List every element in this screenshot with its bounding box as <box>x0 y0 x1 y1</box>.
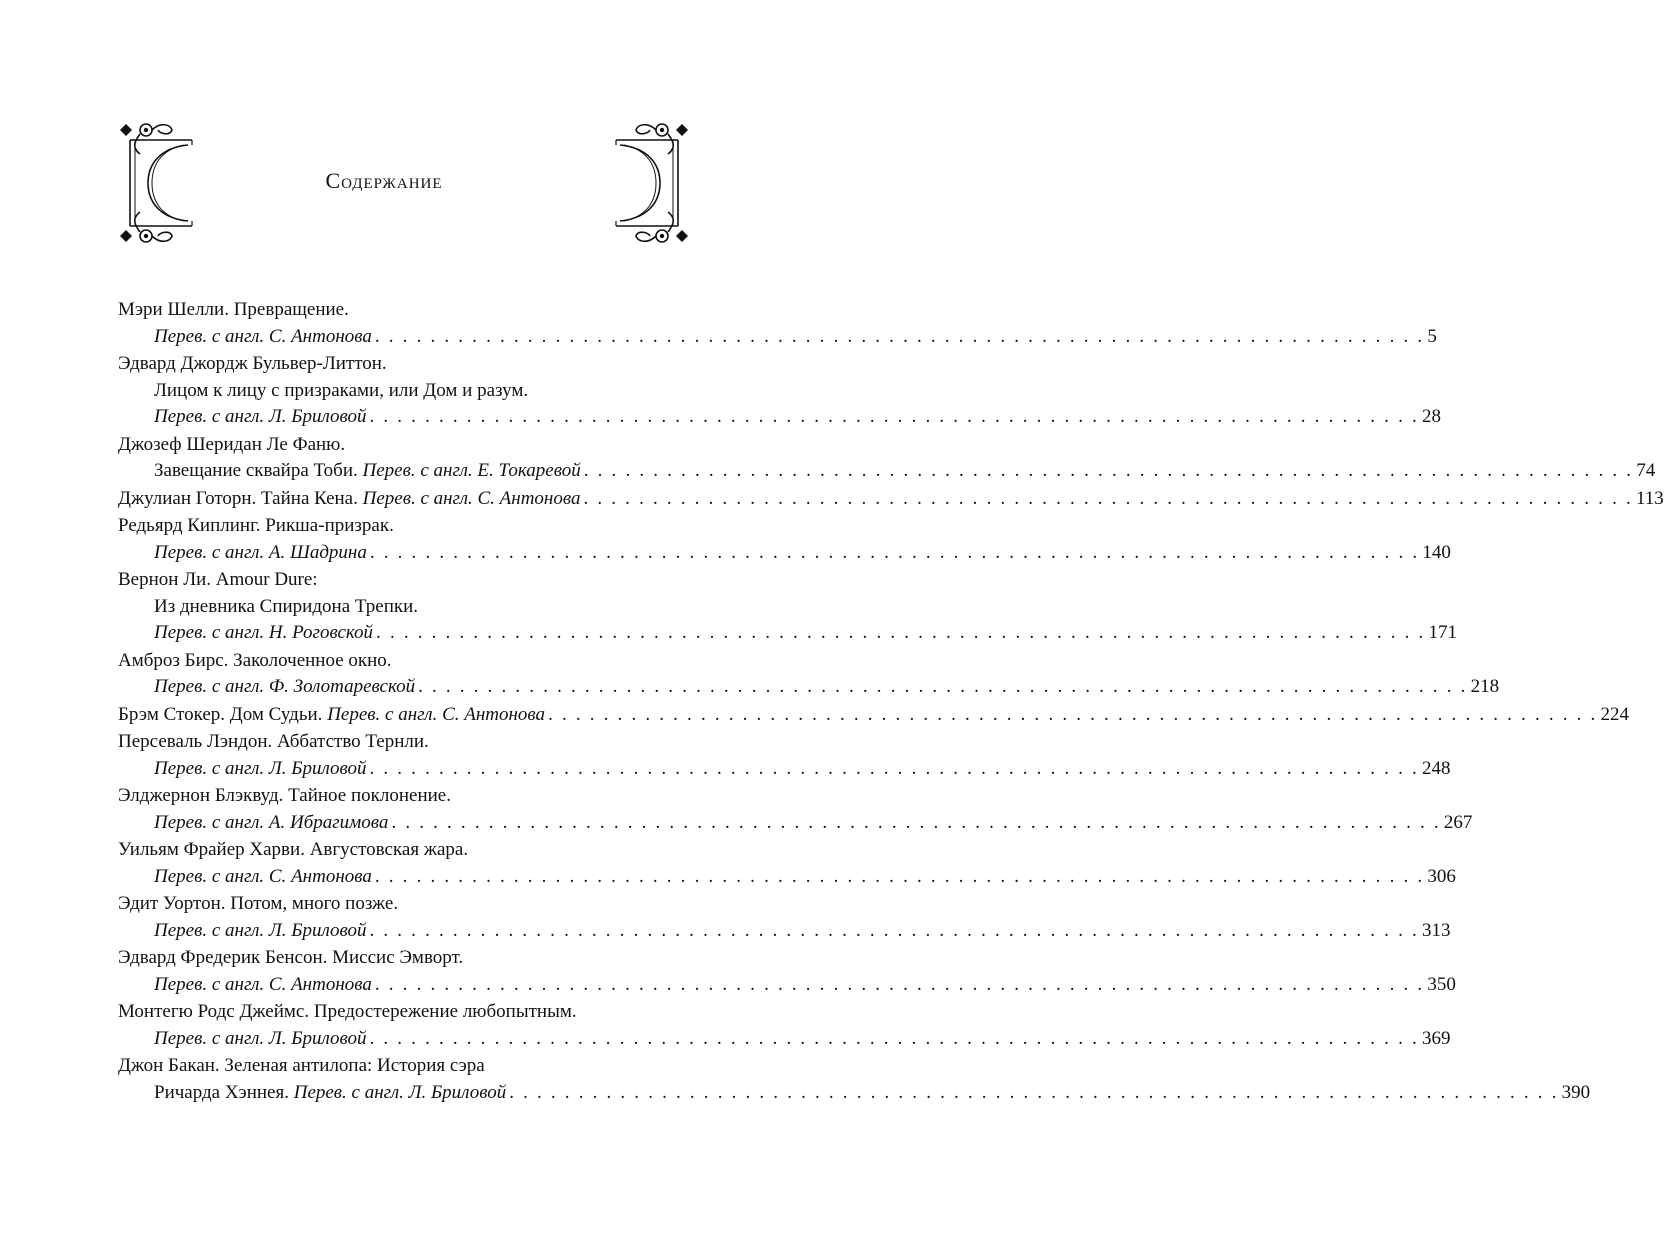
toc-entry-page-line <box>118 620 1457 647</box>
toc-entry-page-line <box>118 674 1500 701</box>
toc-entry-translator: Перев. с англ. А. Ибрагимова <box>154 811 389 833</box>
toc-entry-page-number: 369 <box>1421 1027 1451 1049</box>
page-title: Содержание <box>325 168 443 193</box>
toc-entry-text <box>154 1026 366 1053</box>
toc-entry-page-number: 248 <box>1421 757 1451 779</box>
toc-entry-page-number: 140 <box>1422 541 1451 563</box>
toc-entry-line: Редьярд Киплинг. Рикша-призрак. <box>118 515 394 536</box>
toc-entry-line: Эдит Уортон. Потом, много позже. <box>118 893 399 914</box>
toc-entry <box>118 702 1630 729</box>
toc-entry-page-number: 313 <box>1421 919 1451 941</box>
toc-entry-line: Амброз Бирс. Заколоченное окно. <box>118 649 392 671</box>
toc-entry-translator: Перев. с англ. Ф. Золотаревской <box>154 676 416 697</box>
toc-entry-text <box>154 864 372 891</box>
toc-entry-translator: Перев. с англ. Л. Бриловой <box>293 1081 507 1103</box>
toc-entry-page-number: 171 <box>1428 622 1457 643</box>
leader-dots: . . . . . . . . . . . . . . . . . . . . . . . . . . . . . . . . . . . . . . . . . . . . . . . . . . . . . . . . . . . . . . . . . . . . . . . . . . . . <box>583 460 1634 481</box>
toc-entry-page-line <box>118 702 1630 729</box>
toc-entry-line: Из дневника Спиридона Трепки. <box>154 595 419 617</box>
leader-dots: . . . . . . . . . . . . . . . . . . . . . . . . . . . . . . . . . . . . . . . . . . . . . . . . . . . . . . . . . . . . . . . . . . . . . . . . . . . . <box>418 676 1468 697</box>
toc-entry-text <box>154 810 388 837</box>
toc-entry-page-line <box>118 864 1456 891</box>
toc-entry-translator: Перев. с англ. С. Антонова <box>154 325 372 347</box>
toc-entry-page-number: 113 <box>1635 487 1664 509</box>
leader-dots: . . . . . . . . . . . . . . . . . . . . . . . . . . . . . . . . . . . . . . . . . . . . . . . . . . . . . . . . . . . . . . . . . . . . . . . . . . . . <box>583 487 1633 509</box>
toc-entry-text <box>154 918 366 945</box>
toc-entry <box>118 1053 1591 1106</box>
toc-entry <box>118 513 1451 566</box>
toc-entry-translator: Перев. с англ. С. Антонова <box>154 865 372 887</box>
toc-entry-page-line <box>118 404 1441 431</box>
leader-dots: . . . . . . . . . . . . . . . . . . . . . . . . . . . . . . . . . . . . . . . . . . . . . . . . . . . . . . . . . . . . . . . . . . . . . . . . . . . . <box>369 1027 1419 1049</box>
toc-entry-text <box>154 324 372 351</box>
leader-dots: . . . . . . . . . . . . . . . . . . . . . . . . . . . . . . . . . . . . . . . . . . . . . . . . . . . . . . . . . . . . . . . . . . . . . . . . . . . . <box>369 757 1419 779</box>
toc-entry-page-number: 74 <box>1636 460 1656 481</box>
toc-entry-text <box>154 540 367 567</box>
toc-entry-translator: Перев. с англ. С. Антонова <box>154 973 372 995</box>
toc-entry-page-line <box>118 486 1664 513</box>
toc-entry-line: Джон Бакан. Зеленая антилопа: История сэра <box>118 1055 485 1076</box>
toc-entry <box>118 567 1457 647</box>
toc-entry-page-number: 306 <box>1427 865 1456 887</box>
toc-entry-page-number: 218 <box>1470 676 1500 697</box>
toc-entry <box>118 945 1456 998</box>
toc-entry-translator: Перев. с англ. Л. Бриловой <box>154 919 367 941</box>
toc-entry-page-number: 224 <box>1600 703 1630 725</box>
toc-entry <box>118 486 1664 513</box>
toc-entry-text <box>154 620 373 647</box>
toc-entry-page-line <box>118 756 1451 783</box>
toc-entry-text <box>154 404 366 431</box>
toc-entry-line: Персеваль Лэндон. Аббатство Тернли. <box>118 731 429 752</box>
leader-dots: . . . . . . . . . . . . . . . . . . . . . . . . . . . . . . . . . . . . . . . . . . . . . . . . . . . . . . . . . . . . . . . . . . . . . . . . . . . . <box>369 541 1420 563</box>
toc-entry <box>118 648 1500 701</box>
toc-entry-line: Эдвард Фредерик Бенсон. Миссис Эмворт. <box>118 947 464 968</box>
toc-entry-page-line <box>118 324 1437 351</box>
toc-entry <box>118 297 1437 350</box>
toc-entry-text <box>154 458 581 485</box>
toc-entry <box>118 351 1441 431</box>
toc-entry-page-line <box>118 918 1451 945</box>
toc-entry <box>118 999 1451 1052</box>
toc-entry-page-line <box>118 540 1451 567</box>
toc-entry-title: Брэм Стокер. Дом Судьи. <box>118 703 328 725</box>
leader-dots: . . . . . . . . . . . . . . . . . . . . . . . . . . . . . . . . . . . . . . . . . . . . . . . . . . . . . . . . . . . . . . . . . . . . . . . . . . . . <box>509 1081 1559 1103</box>
toc-entry-page-number: 5 <box>1427 325 1437 347</box>
toc-entry-line: Уильям Фрайер Харви. Августовская жара. <box>118 839 469 860</box>
leader-dots: . . . . . . . . . . . . . . . . . . . . . . . . . . . . . . . . . . . . . . . . . . . . . . . . . . . . . . . . . . . . . . . . . . . . . . . . . . . . <box>376 622 1426 643</box>
toc-entry-line: Монтегю Родс Джеймс. Предостережение любопытным. <box>118 1001 577 1022</box>
leader-dots: . . . . . . . . . . . . . . . . . . . . . . . . . . . . . . . . . . . . . . . . . . . . . . . . . . . . . . . . . . . . . . . . . . . . . . . . . . . . <box>548 703 1598 725</box>
leader-dots: . . . . . . . . . . . . . . . . . . . . . . . . . . . . . . . . . . . . . . . . . . . . . . . . . . . . . . . . . . . . . . . . . . . . . . . . . . . . <box>374 865 1425 887</box>
toc-entry-text <box>118 702 545 729</box>
toc-entry-title: Ричарда Хэннея. <box>154 1081 294 1103</box>
toc-entry-page-line <box>118 1080 1591 1107</box>
toc-entry-title: Джулиан Готорн. Тайна Кена. <box>118 487 363 509</box>
toc-entry-text <box>154 972 372 999</box>
toc-entry-translator: Перев. с англ. А. Шадрина <box>154 541 367 563</box>
toc-entry-line: Эдвард Джордж Бульвер-Литтон. <box>118 353 387 374</box>
toc-entry-line: Вернон Ли. Amour Dure: <box>118 569 318 590</box>
toc-entry-text <box>154 1080 506 1107</box>
toc-entry-line: Элджернон Блэквуд. Тайное поклонение. <box>118 785 451 806</box>
toc-entry-translator: Перев. с англ. Е. Токаревой <box>362 460 581 481</box>
toc-entry-page-number: 267 <box>1443 811 1473 833</box>
toc-entry-translator: Перев. с англ. Л. Бриловой <box>154 406 367 427</box>
leader-dots: . . . . . . . . . . . . . . . . . . . . . . . . . . . . . . . . . . . . . . . . . . . . . . . . . . . . . . . . . . . . . . . . . . . . . . . . . . . . <box>374 973 1425 995</box>
toc-entry-title: Завещание сквайра Тоби. <box>154 460 363 481</box>
toc-entry-page-line <box>118 810 1473 837</box>
toc-entry-line: Лицом к лицу с призраками, или Дом и разум. <box>154 379 529 401</box>
table-of-contents <box>118 297 1664 1107</box>
toc-entry-translator: Перев. с англ. Л. Бриловой <box>154 1027 367 1049</box>
toc-entry-translator: Перев. с англ. С. Антонова <box>327 703 546 725</box>
toc-entry-translator: Перев. с англ. Л. Бриловой <box>154 757 367 779</box>
leader-dots: . . . . . . . . . . . . . . . . . . . . . . . . . . . . . . . . . . . . . . . . . . . . . . . . . . . . . . . . . . . . . . . . . . . . . . . . . . . . <box>369 919 1419 941</box>
toc-entry-line: Мэри Шелли. Превращение. <box>118 299 349 320</box>
leader-dots: . . . . . . . . . . . . . . . . . . . . . . . . . . . . . . . . . . . . . . . . . . . . . . . . . . . . . . . . . . . . . . . . . . . . . . . . . . . . <box>391 811 1441 833</box>
toc-entry-page-number: 390 <box>1561 1081 1591 1103</box>
leader-dots: . . . . . . . . . . . . . . . . . . . . . . . . . . . . . . . . . . . . . . . . . . . . . . . . . . . . . . . . . . . . . . . . . . . . . . . . . . . . <box>374 325 1425 347</box>
toc-entry-page-line <box>118 972 1456 999</box>
toc-entry-translator: Перев. с англ. Н. Роговской <box>154 622 374 643</box>
toc-entry-text <box>154 674 415 701</box>
toc-entry <box>118 837 1456 890</box>
toc-entry-line: Джозеф Шеридан Ле Фаню. <box>118 433 346 455</box>
toc-entry <box>118 783 1473 836</box>
toc-entry-text <box>118 486 580 513</box>
leader-dots: . . . . . . . . . . . . . . . . . . . . . . . . . . . . . . . . . . . . . . . . . . . . . . . . . . . . . . . . . . . . . . . . . . . . . . . . . . . . <box>369 406 1419 427</box>
toc-entry-page-line <box>118 458 1656 485</box>
toc-entry <box>118 729 1451 782</box>
toc-entry-page-number: 350 <box>1427 973 1456 995</box>
toc-entry-text <box>154 756 366 783</box>
toc-entry <box>118 432 1656 485</box>
toc-entry-page-line <box>118 1026 1451 1053</box>
toc-entry <box>118 891 1451 944</box>
toc-entry-page-number: 28 <box>1421 406 1441 427</box>
toc-entry-translator: Перев. с англ. С. Антонова <box>362 487 581 509</box>
